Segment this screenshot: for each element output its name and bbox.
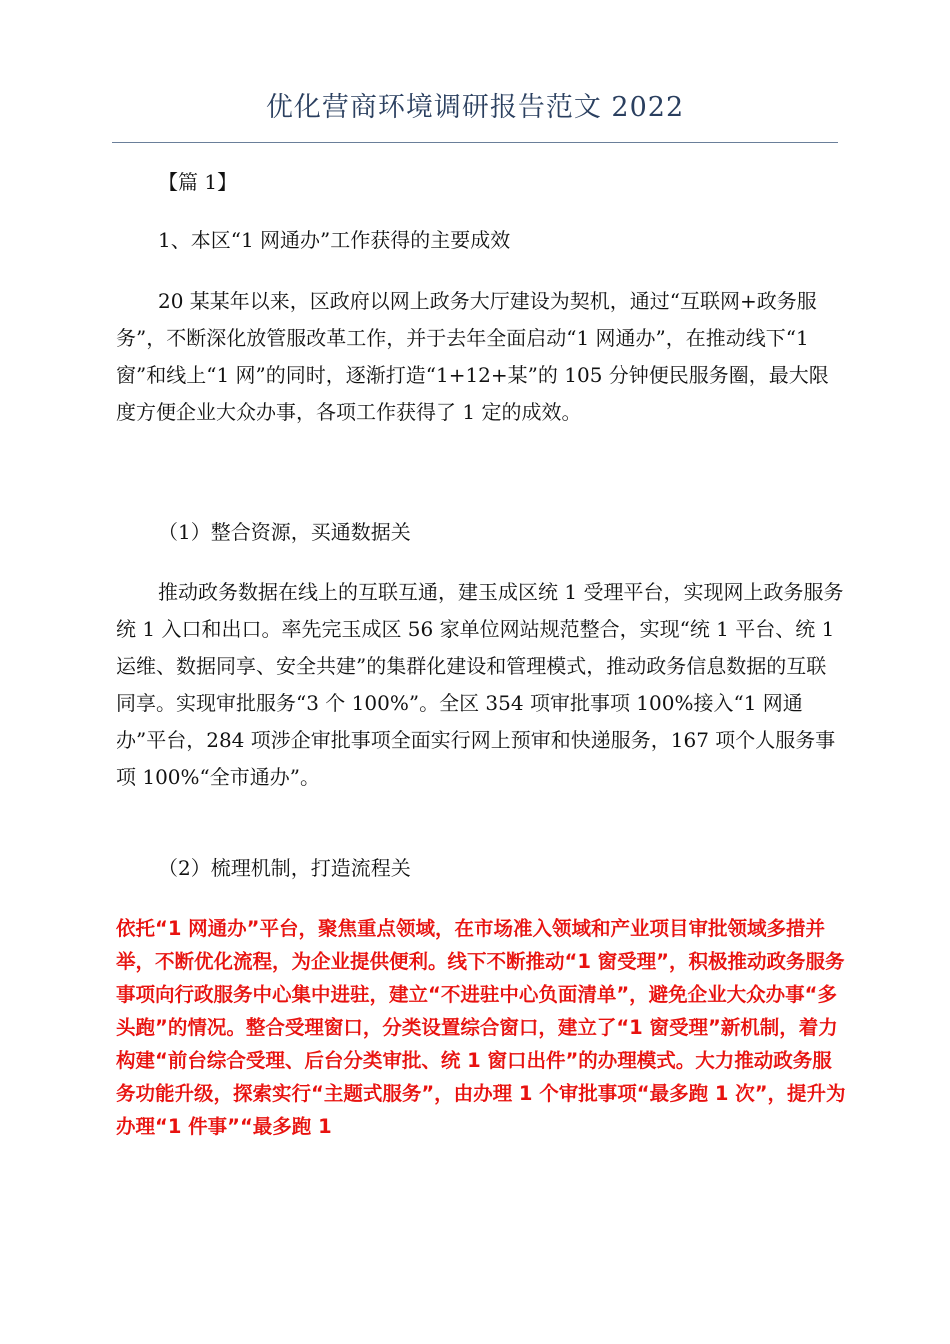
title-divider [112,142,838,143]
subheading-integrate-resources: （1）整合资源，买通数据关 [158,520,411,544]
heading-main-results: 1、本区“1 网通办”工作获得的主要成效 [158,228,511,252]
paragraph-intro: 20 某某年以来，区政府以网上政务大厅建设为契机，通过“互联网+政务服务”，不断深化放管服改革工作，并于去年全面启动“1 网通办”，在推动线下“1 窗”和线上“1 网”的同时，逐渐打造“1+12+某”的 105 分钟便民服务圈，最大限度方便企业大众办事，各项工作获得了 1 定的成效。 [116,289,829,424]
page-title: 优化营商环境调研报告范文 2022 [265,92,685,123]
subheading-mechanism: （2）梳理机制，打造流程关 [158,856,411,880]
paragraph-data-integration: 推动政务数据在线上的互联互通，建玉成区统 1 受理平台，实现网上政务服务统 1 入口和出口。率先完玉成区 56 家单位网站规范整合，实现“统 1 平台、统 1 运维、数据同享、安全共建”的集群化建设和管理模式，推动政务信息数据的互联同享。实现审批服务“3 个 100%”。全区 354 项审批事项 100%接入“1 网通办”平台，284 项涉企审批事项全面实行网上预审和快递服务，167 项个人服务事项 100%“全市通办”。 [116,580,844,789]
section-label: 【篇 1】 [158,170,238,194]
paragraph-process-highlight: 依托“1 网通办”平台，聚焦重点领域，在市场准入领域和产业项目审批领域多措并举，不断优化流程，为企业提供便利。线下不断推动“1 窗受理”，积极推动政务服务事项向行政服务中心集中进驻，建立“不进驻中心负面清单”，避免企业大众办事“多头跑”的情况。整合受理窗口，分类设置综合窗口，建立了“1 窗受理”新机制，着力构建“前台综合受理、后台分类审批、统 1 窗口出件”的办理模式。大力推动政务服务功能升级，探索实行“主题式服务”，由办理 1 个审批事项“最多跑 1 次”，提升为办理“1 件事”“最多跑 1 [116,917,846,1138]
